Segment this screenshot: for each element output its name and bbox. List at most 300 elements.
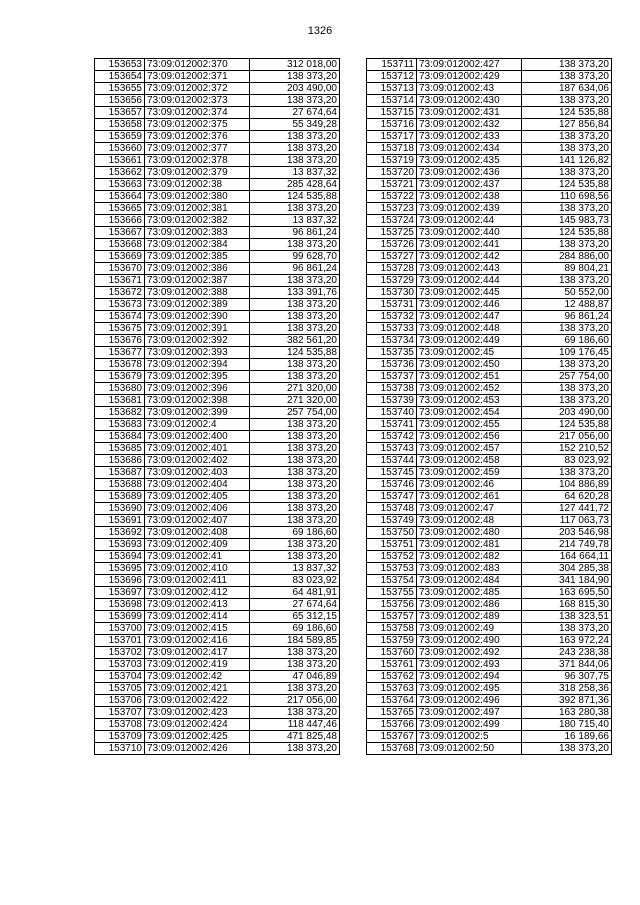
amount: 138 373,20 <box>522 203 612 215</box>
amount: 69 186,60 <box>250 527 340 539</box>
cadastral-number: 73:09:012002:44 <box>417 215 522 227</box>
amount: 13 837,32 <box>250 167 340 179</box>
amount: 138 373,20 <box>250 467 340 479</box>
row-number: 153697 <box>95 587 145 599</box>
table-row <box>367 203 612 215</box>
left-table <box>94 58 340 755</box>
row-number: 153658 <box>95 119 145 131</box>
cadastral-number: 73:09:012002:441 <box>417 239 522 251</box>
amount: 138 373,20 <box>250 371 340 383</box>
table-row <box>367 743 612 755</box>
row-number: 153667 <box>95 227 145 239</box>
amount: 138 373,20 <box>250 683 340 695</box>
cadastral-number: 73:09:012002:454 <box>417 407 522 419</box>
row-number: 153672 <box>95 287 145 299</box>
row-number: 153682 <box>95 407 145 419</box>
table-row <box>367 347 612 359</box>
cadastral-number: 73:09:012002:459 <box>417 467 522 479</box>
amount: 104 886,89 <box>522 479 612 491</box>
cadastral-number: 73:09:012002:410 <box>145 563 250 575</box>
row-number: 153700 <box>95 623 145 635</box>
cadastral-number: 73:09:012002:392 <box>145 335 250 347</box>
amount: 124 535,88 <box>522 227 612 239</box>
table-row <box>95 743 340 755</box>
cadastral-number: 73:09:012002:458 <box>417 455 522 467</box>
row-number: 153664 <box>95 191 145 203</box>
amount: 184 589,85 <box>250 635 340 647</box>
amount: 138 373,20 <box>250 539 340 551</box>
table-row <box>367 155 612 167</box>
row-number: 153757 <box>367 611 417 623</box>
amount: 118 447,46 <box>250 719 340 731</box>
cadastral-number: 73:09:012002:449 <box>417 335 522 347</box>
amount: 124 535,88 <box>522 179 612 191</box>
table-row <box>367 299 612 311</box>
cadastral-number: 73:09:012002:461 <box>417 491 522 503</box>
amount: 124 535,88 <box>522 107 612 119</box>
row-number: 153753 <box>367 563 417 575</box>
table-row <box>367 263 612 275</box>
cadastral-number: 73:09:012002:424 <box>145 719 250 731</box>
table-row <box>367 527 612 539</box>
row-number: 153721 <box>367 179 417 191</box>
cadastral-number: 73:09:012002:489 <box>417 611 522 623</box>
row-number: 153689 <box>95 491 145 503</box>
table-row <box>367 359 612 371</box>
cadastral-number: 73:09:012002:403 <box>145 467 250 479</box>
amount: 312 018,00 <box>250 59 340 71</box>
amount: 109 176,45 <box>522 347 612 359</box>
row-number: 153743 <box>367 443 417 455</box>
table-row <box>367 143 612 155</box>
cadastral-number: 73:09:012002:396 <box>145 383 250 395</box>
cadastral-number: 73:09:012002:436 <box>417 167 522 179</box>
row-number: 153693 <box>95 539 145 551</box>
amount: 13 837,32 <box>250 215 340 227</box>
table-row <box>95 203 340 215</box>
cadastral-number: 73:09:012002:447 <box>417 311 522 323</box>
cadastral-number: 73:09:012002:414 <box>145 611 250 623</box>
amount: 138 373,20 <box>250 299 340 311</box>
amount: 16 189,66 <box>522 731 612 743</box>
row-number: 153731 <box>367 299 417 311</box>
table-row <box>95 635 340 647</box>
amount: 141 126,82 <box>522 155 612 167</box>
table-row <box>367 59 612 71</box>
table-row <box>367 251 612 263</box>
amount: 127 441,72 <box>522 503 612 515</box>
cadastral-number: 73:09:012002:377 <box>145 143 250 155</box>
cadastral-number: 73:09:012002:455 <box>417 419 522 431</box>
row-number: 153722 <box>367 191 417 203</box>
cadastral-number: 73:09:012002:427 <box>417 59 522 71</box>
table-row <box>95 119 340 131</box>
amount: 138 373,20 <box>250 143 340 155</box>
amount: 83 023,92 <box>250 575 340 587</box>
amount: 89 804,21 <box>522 263 612 275</box>
table-row <box>95 671 340 683</box>
amount: 138 373,20 <box>522 143 612 155</box>
table-row <box>367 515 612 527</box>
cadastral-number: 73:09:012002:494 <box>417 671 522 683</box>
table-row <box>95 491 340 503</box>
row-number: 153726 <box>367 239 417 251</box>
table-row <box>367 419 612 431</box>
cadastral-number: 73:09:012002:451 <box>417 371 522 383</box>
amount: 138 373,20 <box>250 455 340 467</box>
table-row <box>367 275 612 287</box>
row-number: 153738 <box>367 383 417 395</box>
table-row <box>95 251 340 263</box>
table-row <box>367 563 612 575</box>
amount: 83 023,92 <box>522 455 612 467</box>
cadastral-number: 73:09:012002:482 <box>417 551 522 563</box>
amount: 163 972,24 <box>522 635 612 647</box>
table-row <box>95 587 340 599</box>
amount: 27 674,64 <box>250 599 340 611</box>
table-row <box>367 119 612 131</box>
table-row <box>367 239 612 251</box>
amount: 96 861,24 <box>522 311 612 323</box>
amount: 163 695,50 <box>522 587 612 599</box>
cadastral-number: 73:09:012002:405 <box>145 491 250 503</box>
cadastral-number: 73:09:012002:493 <box>417 659 522 671</box>
row-number: 153707 <box>95 707 145 719</box>
amount: 138 373,20 <box>250 131 340 143</box>
row-number: 153723 <box>367 203 417 215</box>
row-number: 153717 <box>367 131 417 143</box>
table-row <box>367 683 612 695</box>
table-row <box>367 647 612 659</box>
row-number: 153735 <box>367 347 417 359</box>
amount: 13 837,32 <box>250 563 340 575</box>
table-row <box>95 131 340 143</box>
amount: 50 552,00 <box>522 287 612 299</box>
table-row <box>95 275 340 287</box>
table-row <box>95 563 340 575</box>
amount: 163 280,38 <box>522 707 612 719</box>
row-number: 153654 <box>95 71 145 83</box>
cadastral-number: 73:09:012002:372 <box>145 83 250 95</box>
row-number: 153725 <box>367 227 417 239</box>
cadastral-number: 73:09:012002:417 <box>145 647 250 659</box>
row-number: 153675 <box>95 323 145 335</box>
cadastral-number: 73:09:012002:370 <box>145 59 250 71</box>
amount: 168 815,30 <box>522 599 612 611</box>
row-number: 153706 <box>95 695 145 707</box>
amount: 138 373,20 <box>250 239 340 251</box>
row-number: 153713 <box>367 83 417 95</box>
row-number: 153694 <box>95 551 145 563</box>
amount: 257 754,00 <box>250 407 340 419</box>
amount: 138 373,20 <box>522 275 612 287</box>
cadastral-number: 73:09:012002:485 <box>417 587 522 599</box>
amount: 180 715,40 <box>522 719 612 731</box>
row-number: 153695 <box>95 563 145 575</box>
table-row <box>95 323 340 335</box>
cadastral-number: 73:09:012002:382 <box>145 215 250 227</box>
row-number: 153677 <box>95 347 145 359</box>
amount: 138 373,20 <box>250 71 340 83</box>
row-number: 153656 <box>95 95 145 107</box>
cadastral-number: 73:09:012002:400 <box>145 431 250 443</box>
row-number: 153679 <box>95 371 145 383</box>
row-number: 153665 <box>95 203 145 215</box>
table-row <box>367 179 612 191</box>
row-number: 153661 <box>95 155 145 167</box>
table-row <box>95 263 340 275</box>
row-number: 153684 <box>95 431 145 443</box>
amount: 138 373,20 <box>250 155 340 167</box>
amount: 96 861,24 <box>250 227 340 239</box>
amount: 138 373,20 <box>522 95 612 107</box>
row-number: 153760 <box>367 647 417 659</box>
table-row <box>95 527 340 539</box>
amount: 138 373,20 <box>250 491 340 503</box>
row-number: 153662 <box>95 167 145 179</box>
row-number: 153727 <box>367 251 417 263</box>
cadastral-number: 73:09:012002:374 <box>145 107 250 119</box>
table-row <box>95 155 340 167</box>
amount: 138 373,20 <box>250 419 340 431</box>
amount: 110 698,56 <box>522 191 612 203</box>
row-number: 153758 <box>367 623 417 635</box>
amount: 138 373,20 <box>522 467 612 479</box>
cadastral-number: 73:09:012002:445 <box>417 287 522 299</box>
table-row <box>95 347 340 359</box>
table-row <box>367 551 612 563</box>
amount: 214 749,78 <box>522 539 612 551</box>
cadastral-number: 73:09:012002:430 <box>417 95 522 107</box>
table-row <box>367 167 612 179</box>
row-number: 153671 <box>95 275 145 287</box>
table-row <box>95 359 340 371</box>
row-number: 153740 <box>367 407 417 419</box>
table-row <box>367 599 612 611</box>
table-row <box>95 335 340 347</box>
amount: 55 349,28 <box>250 119 340 131</box>
row-number: 153747 <box>367 491 417 503</box>
cadastral-number: 73:09:012002:419 <box>145 659 250 671</box>
row-number: 153701 <box>95 635 145 647</box>
row-number: 153663 <box>95 179 145 191</box>
table-row <box>367 191 612 203</box>
cadastral-number: 73:09:012002:456 <box>417 431 522 443</box>
row-number: 153705 <box>95 683 145 695</box>
amount: 99 628,70 <box>250 251 340 263</box>
amount: 133 391,76 <box>250 287 340 299</box>
cadastral-number: 73:09:012002:412 <box>145 587 250 599</box>
table-row <box>367 287 612 299</box>
amount: 138 373,20 <box>522 359 612 371</box>
cadastral-number: 73:09:012002:43 <box>417 83 522 95</box>
amount: 27 674,64 <box>250 107 340 119</box>
table-row <box>367 731 612 743</box>
table-row <box>95 83 340 95</box>
row-number: 153710 <box>95 743 145 755</box>
amount: 271 320,00 <box>250 383 340 395</box>
amount: 138 373,20 <box>522 395 612 407</box>
amount: 124 535,88 <box>250 191 340 203</box>
row-number: 153703 <box>95 659 145 671</box>
table-row <box>95 707 340 719</box>
amount: 138 373,20 <box>522 59 612 71</box>
amount: 138 373,20 <box>250 323 340 335</box>
table-row <box>367 707 612 719</box>
amount: 152 210,52 <box>522 443 612 455</box>
cadastral-number: 73:09:012002:5 <box>417 731 522 743</box>
cadastral-number: 73:09:012002:480 <box>417 527 522 539</box>
cadastral-number: 73:09:012002:490 <box>417 635 522 647</box>
row-number: 153685 <box>95 443 145 455</box>
table-row <box>367 107 612 119</box>
table-row <box>95 59 340 71</box>
cadastral-number: 73:09:012002:393 <box>145 347 250 359</box>
amount: 138 373,20 <box>250 203 340 215</box>
table-row <box>95 71 340 83</box>
amount: 138 373,20 <box>250 95 340 107</box>
table-row <box>95 611 340 623</box>
amount: 284 886,00 <box>522 251 612 263</box>
table-row <box>367 311 612 323</box>
table-row <box>367 575 612 587</box>
table-row <box>95 515 340 527</box>
row-number: 153676 <box>95 335 145 347</box>
amount: 47 046,89 <box>250 671 340 683</box>
table-row <box>367 227 612 239</box>
row-number: 153764 <box>367 695 417 707</box>
row-number: 153712 <box>367 71 417 83</box>
cadastral-number: 73:09:012002:422 <box>145 695 250 707</box>
table-row <box>95 227 340 239</box>
amount: 257 754,00 <box>522 371 612 383</box>
right-table <box>366 58 612 755</box>
row-number: 153657 <box>95 107 145 119</box>
amount: 203 546,98 <box>522 527 612 539</box>
cadastral-number: 73:09:012002:437 <box>417 179 522 191</box>
row-number: 153669 <box>95 251 145 263</box>
table-row <box>367 131 612 143</box>
table-row <box>95 455 340 467</box>
amount: 64 620,28 <box>522 491 612 503</box>
cadastral-number: 73:09:012002:413 <box>145 599 250 611</box>
cadastral-number: 73:09:012002:391 <box>145 323 250 335</box>
row-number: 153687 <box>95 467 145 479</box>
cadastral-number: 73:09:012002:380 <box>145 191 250 203</box>
cadastral-number: 73:09:012002:499 <box>417 719 522 731</box>
table-row <box>367 431 612 443</box>
row-number: 153730 <box>367 287 417 299</box>
amount: 138 373,20 <box>250 503 340 515</box>
cadastral-number: 73:09:012002:448 <box>417 323 522 335</box>
page-number: 1326 <box>307 25 333 37</box>
row-number: 153660 <box>95 143 145 155</box>
row-number: 153728 <box>367 263 417 275</box>
cadastral-number: 73:09:012002:426 <box>145 743 250 755</box>
table-row <box>367 83 612 95</box>
cadastral-number: 73:09:012002:481 <box>417 539 522 551</box>
amount: 138 373,20 <box>522 383 612 395</box>
table-row <box>367 323 612 335</box>
table-row <box>95 731 340 743</box>
cadastral-number: 73:09:012002:415 <box>145 623 250 635</box>
table-row <box>95 383 340 395</box>
cadastral-number: 73:09:012002:50 <box>417 743 522 755</box>
table-row <box>367 635 612 647</box>
cadastral-number: 73:09:012002:385 <box>145 251 250 263</box>
cadastral-number: 73:09:012002:390 <box>145 311 250 323</box>
amount: 138 373,20 <box>250 275 340 287</box>
cadastral-number: 73:09:012002:439 <box>417 203 522 215</box>
amount: 341 184,90 <box>522 575 612 587</box>
row-number: 153711 <box>367 59 417 71</box>
amount: 203 490,00 <box>522 407 612 419</box>
row-number: 153752 <box>367 551 417 563</box>
cadastral-number: 73:09:012002:387 <box>145 275 250 287</box>
table-row <box>95 683 340 695</box>
cadastral-number: 73:09:012002:440 <box>417 227 522 239</box>
row-number: 153716 <box>367 119 417 131</box>
row-number: 153714 <box>367 95 417 107</box>
row-number: 153673 <box>95 299 145 311</box>
row-number: 153686 <box>95 455 145 467</box>
row-number: 153748 <box>367 503 417 515</box>
row-number: 153756 <box>367 599 417 611</box>
row-number: 153659 <box>95 131 145 143</box>
table-row <box>367 695 612 707</box>
cadastral-number: 73:09:012002:402 <box>145 455 250 467</box>
row-number: 153746 <box>367 479 417 491</box>
table-row <box>95 299 340 311</box>
row-number: 153704 <box>95 671 145 683</box>
cadastral-number: 73:09:012002:401 <box>145 443 250 455</box>
table-row <box>367 383 612 395</box>
table-row <box>95 179 340 191</box>
row-number: 153720 <box>367 167 417 179</box>
cadastral-number: 73:09:012002:435 <box>417 155 522 167</box>
table-row <box>95 431 340 443</box>
row-number: 153691 <box>95 515 145 527</box>
row-number: 153670 <box>95 263 145 275</box>
cadastral-number: 73:09:012002:408 <box>145 527 250 539</box>
row-number: 153655 <box>95 83 145 95</box>
table-row <box>95 191 340 203</box>
amount: 285 428,64 <box>250 179 340 191</box>
table-row <box>367 623 612 635</box>
amount: 138 373,20 <box>250 659 340 671</box>
amount: 138 373,20 <box>250 479 340 491</box>
amount: 138 373,20 <box>250 515 340 527</box>
cadastral-number: 73:09:012002:394 <box>145 359 250 371</box>
amount: 138 373,20 <box>250 647 340 659</box>
table-row <box>95 719 340 731</box>
table-row <box>95 539 340 551</box>
table-row <box>95 419 340 431</box>
row-number: 153708 <box>95 719 145 731</box>
table-row <box>367 215 612 227</box>
cadastral-number: 73:09:012002:379 <box>145 167 250 179</box>
table-row <box>95 311 340 323</box>
row-number: 153683 <box>95 419 145 431</box>
row-number: 153674 <box>95 311 145 323</box>
cadastral-number: 73:09:012002:48 <box>417 515 522 527</box>
table-row <box>367 71 612 83</box>
row-number: 153690 <box>95 503 145 515</box>
amount: 69 186,60 <box>250 623 340 635</box>
row-number: 153653 <box>95 59 145 71</box>
amount: 392 871,36 <box>522 695 612 707</box>
row-number: 153737 <box>367 371 417 383</box>
